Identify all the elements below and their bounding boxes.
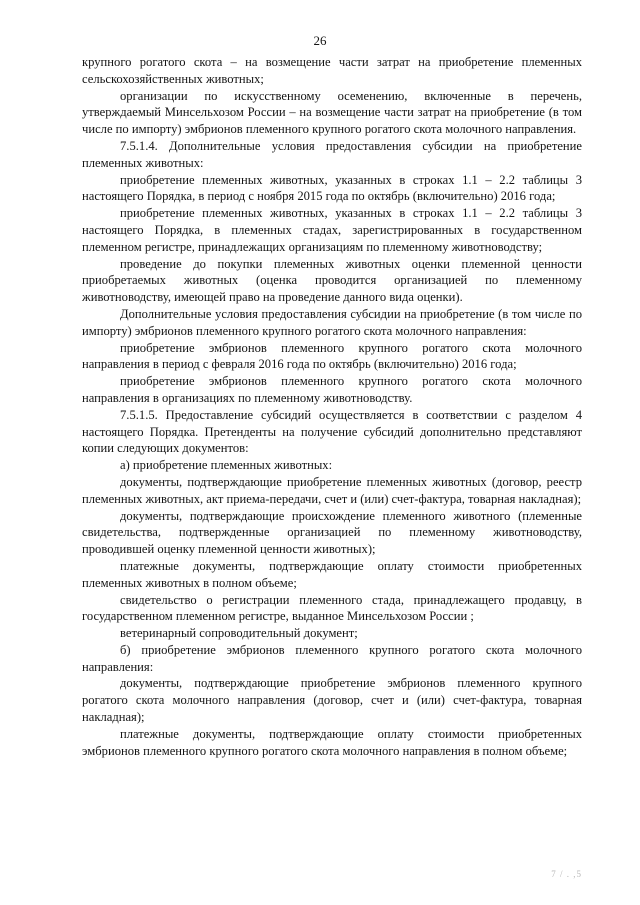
page-number: 26 <box>313 33 327 48</box>
paragraph-embryo-conditions-heading: Дополнительные условия предоставления субсидии на приобретение (в том числе по импорту) эмбрионов племенного крупного рогатого скота молочного направления: <box>82 306 582 338</box>
paragraph-a-veterinary-document: ветеринарный сопроводительный документ; <box>120 626 358 641</box>
paragraph-a-origin-documents: документы, подтверждающие происхождение племенного животного (племенные свидетельства, подтвержденные организацией по племенному животноводству, проводившей оценку племенной ценности животных); <box>82 508 582 557</box>
scan-mark: 7 / . ,5 <box>551 869 582 880</box>
paragraph-b-purchase-documents: документы, подтверждающие приобретение эмбрионов племенного крупного рогатого скота молочного направления (договор, счет и (или) счет-фактура, товарная накладная); <box>82 676 582 725</box>
paragraph-list-b-heading: б) приобретение эмбрионов племенного крупного рогатого скота молочного направления: <box>82 642 582 674</box>
document-body <box>82 54 582 759</box>
paragraph-a-payment-documents: платежные документы, подтверждающие оплату стоимости приобретенных племенных животных в полном объеме; <box>82 558 582 590</box>
paragraph-insemination-organizations: организации по искусственному осеменению, включенные в перечень, утверждаемый Минсельхозом России – на возмещение части затрат на приобретение (в том числе по импорту) эмбрионов племенного крупного рогатого скота молочного направления. <box>82 88 582 137</box>
paragraph-b-payment-documents: платежные документы, подтверждающие оплату стоимости приобретенных эмбрионов племенного крупного рогатого скота молочного направления в полном объеме; <box>82 726 582 758</box>
paragraph-list-a-heading: а) приобретение племенных животных: <box>120 458 333 473</box>
paragraph-condition-registered-herds: приобретение племенных животных, указанных в строках 1.1 – 2.2 таблицы 3 настоящего Порядка, в племенных стадах, зарегистрированных в государственном племенном регистре, принадлежащих организациям по племенному животноводству; <box>82 206 582 254</box>
paragraph-7-5-1-4-heading: 7.5.1.4. Дополнительные условия предоставления субсидии на приобретение племенных животных: <box>82 138 582 170</box>
paragraph-7-5-1-5-heading: 7.5.1.5. Предоставление субсидий осуществляется в соответствии с разделом 4 настоящего Порядка. Претенденты на получение субсидий дополнительно представляют копии следующих документов: <box>82 407 582 456</box>
paragraph-continuation: крупного рогатого скота – на возмещение части затрат на приобретение племенных сельскохозяйственных животных; <box>82 55 582 86</box>
paragraph-embryo-condition-organizations: приобретение эмбрионов племенного крупного рогатого скота молочного направления в организациях по племенному животноводству. <box>82 374 582 405</box>
paragraph-a-purchase-documents: документы, подтверждающие приобретение племенных животных (договор, реестр племенных животных, акт приема-передачи, счет и (или) счет-фактура, товарная накладная); <box>82 474 582 506</box>
paragraph-condition-evaluation: проведение до покупки племенных животных оценки племенной ценности приобретаемых животных (оценка проводится организацией по племенному животноводству, имеющей право на проведение данного вида оценки). <box>82 256 582 305</box>
paragraph-embryo-condition-period: приобретение эмбрионов племенного крупного рогатого скота молочного направления в период с февраля 2016 года по октябрь (включительно) 2016 года; <box>82 340 582 372</box>
paragraph-condition-period: приобретение племенных животных, указанных в строках 1.1 – 2.2 таблицы 3 настоящего Порядка, в период с ноября 2015 года по октябрь (включительно) 2016 года; <box>82 172 582 204</box>
paragraph-a-herd-certificate: свидетельство о регистрации племенного стада, принадлежащего продавцу, в государственном племенном регистре, выданное Минсельхозом России ; <box>82 592 582 624</box>
